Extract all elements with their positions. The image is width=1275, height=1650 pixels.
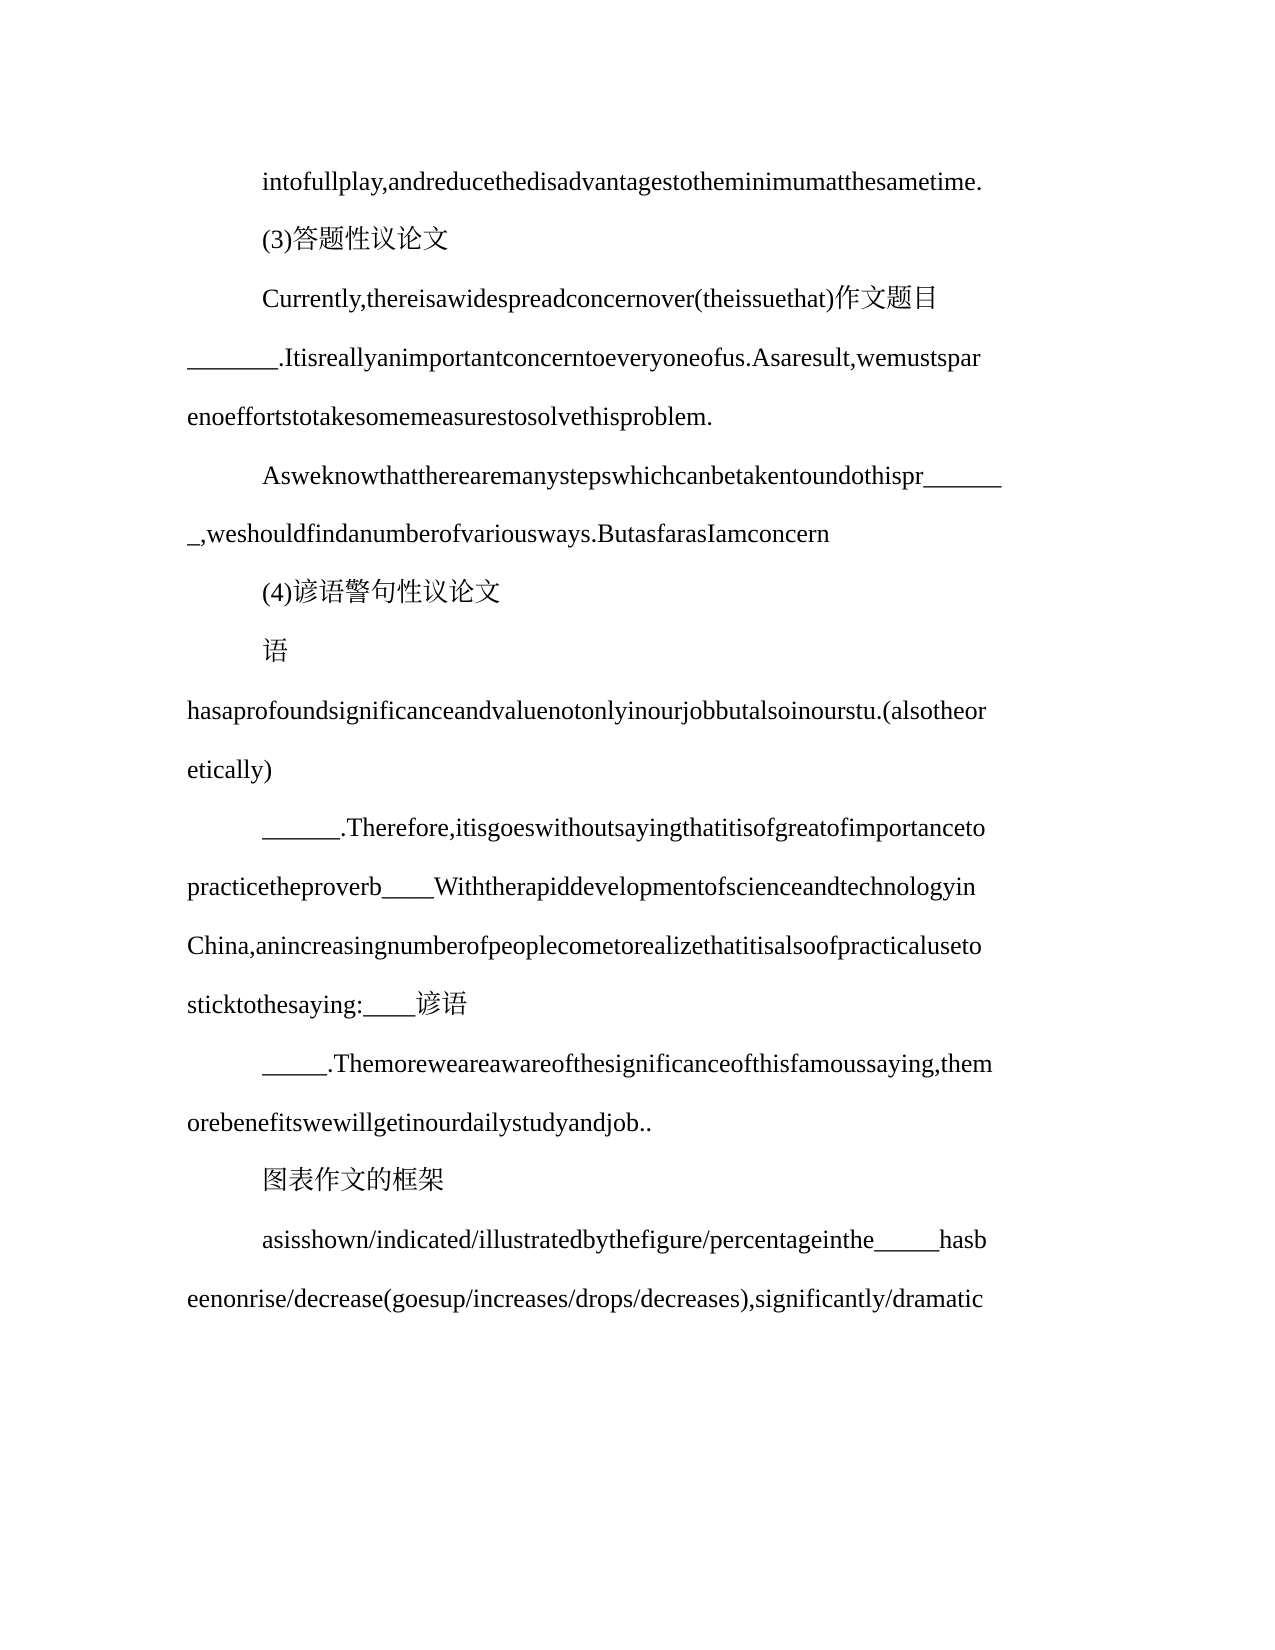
- text-line: orebenefitswewillgetinourdailystudyandjob..: [187, 1108, 653, 1137]
- text-line: _,weshouldfindanumberofvariousways.ButasfarasIamconcern: [187, 519, 830, 548]
- text-line: _____.Themoreweareawareofthesignificanceofthisfamoussaying,them: [262, 1049, 993, 1078]
- section-heading: (4)谚语警句性议论文: [262, 578, 501, 607]
- text-line: asisshown/indicated/illustratedbythefigure/percentageinthe_____hasb: [262, 1225, 987, 1254]
- text-line: enoeffortstotakesomemeasurestosolvethisproblem.: [187, 402, 713, 431]
- text-line: China,anincreasingnumberofpeoplecometorealizethatitisalsoofpracticaluseto: [187, 931, 982, 960]
- text-line: 语: [262, 637, 289, 666]
- text-line: intofullplay,andreducethedisadvantagestotheminimumatthesametime.: [262, 167, 983, 196]
- text-line: practicetheproverb____Withtherapiddevelopmentofscienceandtechnologyin: [187, 872, 976, 901]
- text-line: hasaprofoundsignificanceandvaluenotonlyinourjobbutalsoinourstu.(alsotheor: [187, 696, 987, 725]
- section-heading: (3)答题性议论文: [262, 225, 449, 254]
- text-line: _______.Itisreallyanimportantconcerntoeveryoneofus.Asaresult,wemustspar: [187, 343, 981, 372]
- text-line: etically): [187, 755, 273, 784]
- text-line: eenonrise/decrease(goesup/increases/drops/decreases),significantly/dramatic: [187, 1284, 984, 1313]
- text-line: Currently,thereisawidespreadconcernover(theissuethat)作文题目: [262, 284, 939, 313]
- text-line: sticktothesaying:____谚语: [187, 990, 468, 1019]
- text-line: ______.Therefore,itisgoeswithoutsayingthatitisofgreatofimportanceto: [262, 813, 986, 842]
- section-heading: 图表作文的框架: [262, 1166, 445, 1195]
- text-line: Asweknowthattherearemanystepswhichcanbetakentoundothispr______: [262, 461, 1002, 490]
